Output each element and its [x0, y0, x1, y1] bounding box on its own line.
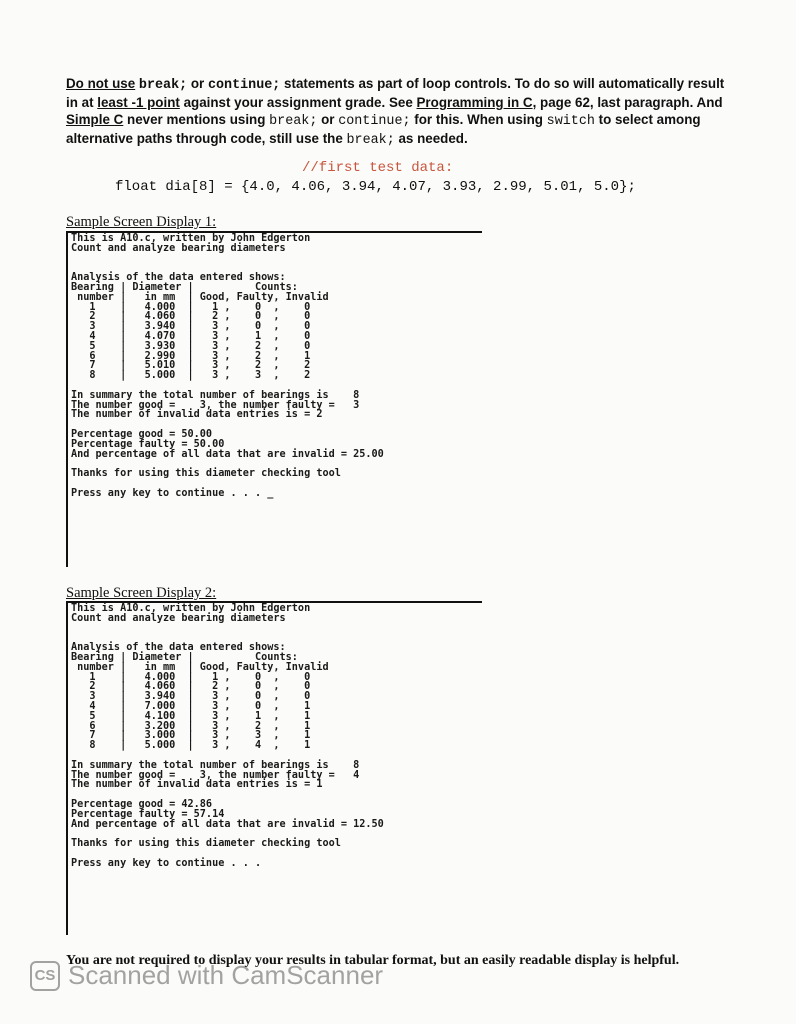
display-2-console-text: This is A10.c, written by John Edgerton Count and analyze bearing diameters Analysis of the data entered shows: Bearing | Diameter | Counts: number | in mm | Good, Faulty, Invalid 1 | 4.000 | 1 , 0 , 0 2 | 4.060 | 2 , 0 , 0 3 | 3.940 | 3 , 0 , 0 4 | 7.000 | 3 , 0 , 1 5 | 4.100 | 3 , 1 , 1 6 | 3.200 | 3 , 2 , 1 7 | 3.000 | 3 , 3 , 1 8 | 5.000 | 3 , 4 , 1 In summary the total number of bearings is 8 The number good = 3, the number faulty = 4 The number of invalid data entries is = 1 Percentage good = 42.86 Percentage faulty = 57.14 And percentage of all data that are invalid = 12.50 Thanks for using this diameter checking tool Press any key to continue . . . [71, 603, 384, 869]
intro-see: against your assignment grade. See [179, 95, 417, 110]
watermark-text: Scanned with CamScanner [68, 960, 384, 990]
intro-penalty: least -1 point [97, 95, 180, 110]
footer-note: You are not required to display your results in tabular format, but an easily readable display is helpful. [66, 953, 680, 968]
intro-do-not-use: Do not use [66, 76, 136, 91]
intro-page-ref: , page 62, last paragraph. And [532, 95, 723, 110]
intro-or-2: or [317, 112, 339, 127]
display-2-screen [66, 601, 482, 935]
intro-break-keyword-2: break; [269, 114, 318, 129]
code-declaration: float dia[8] = {4.0, 4.06, 3.94, 4.07, 3.93, 2.99, 5.01, 5.0}; [115, 179, 636, 195]
intro-book-simple-c: Simple C [66, 112, 124, 127]
intro-book-programming-in-c: Programming in C [416, 95, 533, 110]
intro-switch-keyword: switch [546, 114, 595, 129]
intro-loop-controls: statements as part of loop controls. [280, 76, 511, 91]
camscanner-logo-icon: CS [30, 961, 60, 991]
display-2-caption: Sample Screen Display 2: [66, 585, 217, 601]
code-comment: //first test data: [302, 160, 454, 176]
intro-continue-keyword-2: continue; [338, 114, 411, 129]
intro-as-needed: as needed. [394, 131, 468, 146]
intro-alternative-paths: to select among alternative paths through code, still use the [66, 112, 701, 146]
intro-or: or [187, 76, 208, 91]
display-1-caption: Sample Screen Display 1: [66, 214, 217, 230]
intro-continue-keyword: continue; [207, 78, 281, 93]
intro-break-keyword: break; [138, 78, 188, 93]
intro-paragraph [66, 75, 736, 149]
intro-break-keyword-3: break; [346, 133, 395, 148]
display-1-console-text: This is A10.c, written by John Edgerton Count and analyze bearing diameters Analysis of the data entered shows: Bearing | Diameter | Counts: number | in mm | Good, Faulty, Invalid 1 | 4.000 | 1 , 0 , 0 2 | 4.060 | 2 , 0 , 0 3 | 3.940 | 3 , 0 , 0 4 | 4.070 | 3 , 1 , 0 5 | 3.930 | 3 , 2 , 0 6 | 2.990 | 3 , 2 , 1 7 | 5.010 | 3 , 2 , 2 8 | 5.000 | 3 , 3 , 2 In summary the total number of bearings is 8 The number good = 3, the number faulty = 3 The number of invalid data entries is = 2 Percentage good = 50.00 Percentage faulty = 50.00 And percentage of all data that are invalid = 25.00 Thanks for using this diameter checking tool Press any key to continue . . . _ [71, 233, 384, 499]
intro-result: To do so will automatically result in at [66, 76, 725, 110]
intro-for-this: for this. When using [410, 112, 547, 127]
display-1-screen [66, 231, 482, 567]
intro-never-mentions: never mentions using [123, 112, 270, 127]
